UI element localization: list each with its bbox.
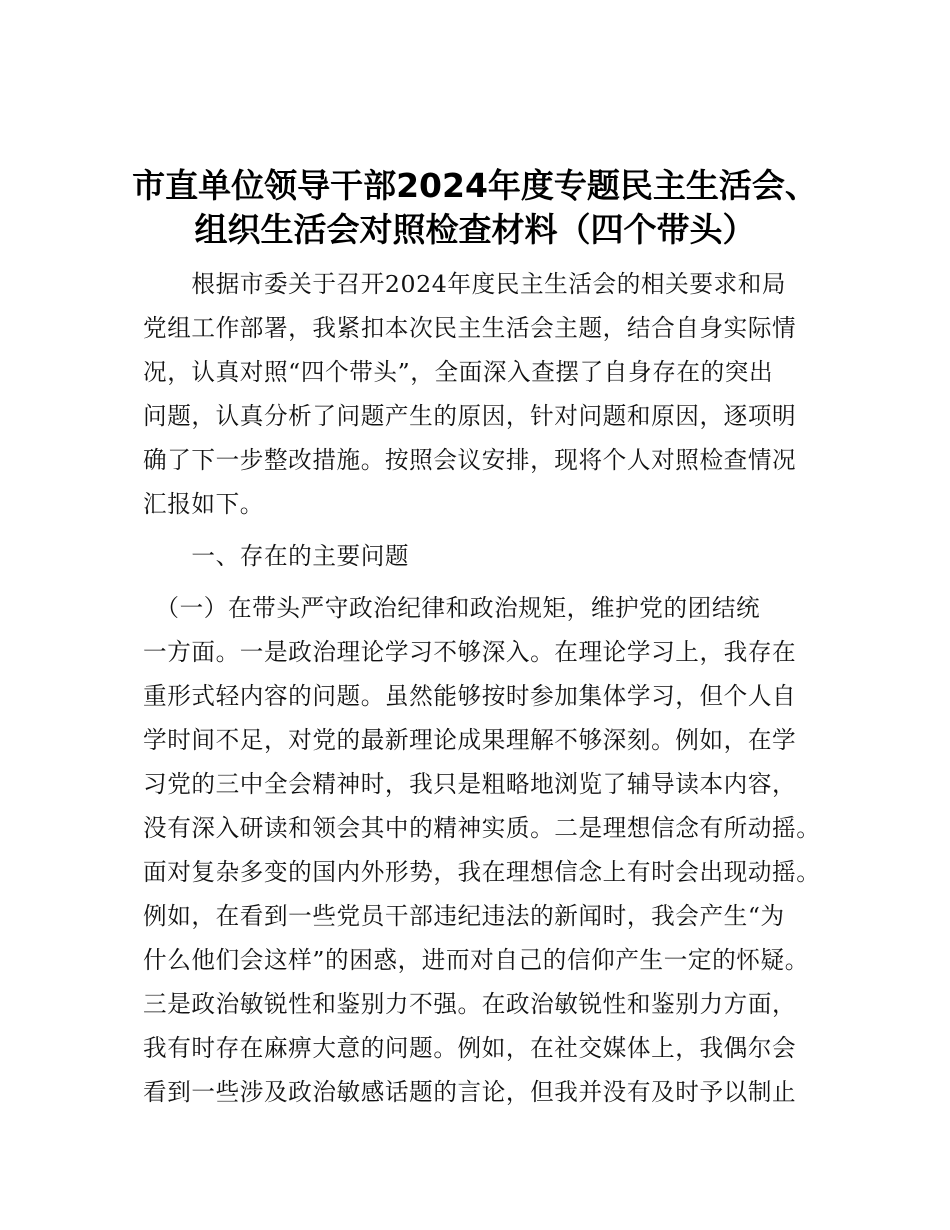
body-line: 一方面。一是政治理论学习不够深入。在理论学习上，我存在 xyxy=(143,638,797,666)
body-line: 面对复杂多变的国内外形势，我在理想信念上有时会出现动摇。 xyxy=(143,858,821,886)
body-line: 习党的三中全会精神时，我只是粗略地浏览了辅导读本内容， xyxy=(143,770,797,798)
body-line: 什么他们会这样”的困惑，进而对自己的信仰产生一定的怀疑。 xyxy=(143,946,809,974)
document-title-line-2: 组织生活会对照检查材料（四个带头） xyxy=(194,210,756,249)
body-line: （一）在带头严守政治纪律和政治规矩，维护党的团结统 xyxy=(143,594,761,622)
body-line: 况，认真对照“四个带头”，全面深入查摆了自身存在的突出 xyxy=(143,358,774,386)
body-line: 汇报如下。 xyxy=(143,490,264,518)
body-line: 根据市委关于召开2024年度民主生活会的相关要求和局 xyxy=(143,270,787,298)
body-line: 看到一些涉及政治敏感话题的言论，但我并没有及时予以制止 xyxy=(143,1078,797,1106)
section-heading: 一、存在的主要问题 xyxy=(143,542,410,570)
body-line: 重形式轻内容的问题。虽然能够按时参加集体学习，但个人自 xyxy=(143,682,797,710)
body-line: 学时间不足，对党的最新理论成果理解不够深刻。例如，在学 xyxy=(143,726,797,754)
body-line: 例如，在看到一些党员干部违纪违法的新闻时，我会产生“为 xyxy=(143,902,785,930)
body-line: 三是政治敏锐性和鉴别力不强。在政治敏锐性和鉴别力方面， xyxy=(143,990,797,1018)
body-line: 党组工作部署，我紧扣本次民主生活会主题，结合自身实际情 xyxy=(143,314,797,342)
body-line: 没有深入研读和领会其中的精神实质。二是理想信念有所动摇。 xyxy=(143,814,821,842)
body-line: 问题，认真分析了问题产生的原因，针对问题和原因，逐项明 xyxy=(143,402,797,430)
body-line: 确了下一步整改措施。按照会议安排，现将个人对照检查情况 xyxy=(143,446,797,474)
document-title-line-1: 市直单位领导干部2024年度专题民主生活会、 xyxy=(132,166,818,205)
body-line: 我有时存在麻痹大意的问题。例如，在社交媒体上，我偶尔会 xyxy=(143,1034,797,1062)
